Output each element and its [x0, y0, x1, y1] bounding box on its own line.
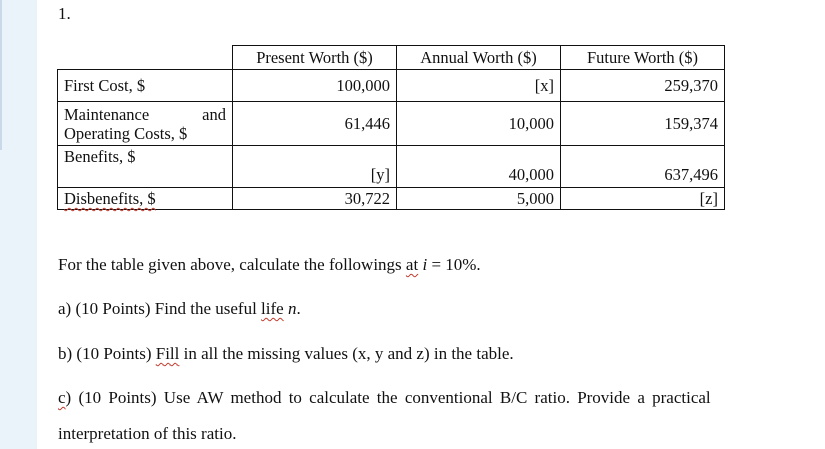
interest-rate: = 10%. [427, 255, 481, 274]
header-future-worth: Future Worth ($) [561, 46, 725, 70]
part-b-fill: Fill [155, 344, 180, 363]
table-header-row [58, 46, 725, 70]
part-a-end: . [296, 299, 301, 318]
cell-first-cost-pw: 100,000 [233, 70, 397, 102]
table-corner-cell [58, 46, 233, 70]
label-word-maintenance: Maintenance [64, 104, 150, 124]
cell-maintenance-aw: 10,000 [397, 102, 561, 146]
intro-main: For the table given above, calculate the followings [58, 255, 406, 274]
left-margin-line [0, 0, 2, 150]
cell-first-cost-aw: [x] [397, 70, 561, 102]
part-a-text: a) (10 Points) Find the useful [58, 299, 262, 318]
table-row [58, 70, 725, 102]
row-label-maintenance-line2: Operating Costs, $ [64, 123, 188, 143]
row-label-maintenance-line1 [64, 105, 226, 124]
part-a [58, 299, 301, 319]
question-number: 1. [58, 4, 71, 23]
cell-benefits-fw: 637,496 [561, 146, 725, 188]
label-word-and: and [202, 104, 226, 124]
header-present-worth: Present Worth ($) [233, 46, 397, 70]
table-row [58, 146, 725, 188]
part-b-prefix: b) (10 Points) [58, 344, 156, 363]
intro-text [58, 255, 481, 275]
part-a-var: n [287, 299, 297, 318]
row-label-first-cost: First Cost, $ [58, 70, 233, 102]
cell-disbenefits-aw: 5,000 [397, 188, 561, 210]
row-label-disbenefits-text: Disbenefits, $ [64, 189, 156, 208]
cell-first-cost-fw: 259,370 [561, 70, 725, 102]
part-c-text: ) (10 Points) Use AW method to calculate the conventional B/C ratio. Provide a practical [65, 388, 711, 407]
row-label-disbenefits [58, 188, 233, 210]
worth-table [57, 45, 725, 210]
cell-benefits-aw: 40,000 [397, 146, 561, 188]
part-c-line1 [58, 388, 711, 408]
table-row [58, 188, 725, 210]
part-b [58, 344, 514, 364]
table-row [58, 102, 725, 146]
cell-maintenance-pw: 61,446 [233, 102, 397, 146]
intro-at: at [405, 255, 419, 274]
part-a-life: life [261, 299, 284, 318]
left-margin-bar [0, 0, 37, 449]
cell-benefits-pw: [y] [233, 146, 397, 188]
header-annual-worth: Annual Worth ($) [397, 46, 561, 70]
row-label-maintenance [58, 102, 233, 146]
part-c-line2: interpretation of this ratio. [58, 424, 237, 443]
cell-disbenefits-fw: [z] [561, 188, 725, 210]
part-c-prefix: c [58, 388, 66, 407]
interest-symbol: i [422, 255, 428, 274]
part-b-text: in all the missing values (x, y and z) in the table. [179, 344, 514, 363]
cell-maintenance-fw: 159,374 [561, 102, 725, 146]
cell-disbenefits-pw: 30,722 [233, 188, 397, 210]
row-label-benefits: Benefits, $ [58, 146, 233, 188]
